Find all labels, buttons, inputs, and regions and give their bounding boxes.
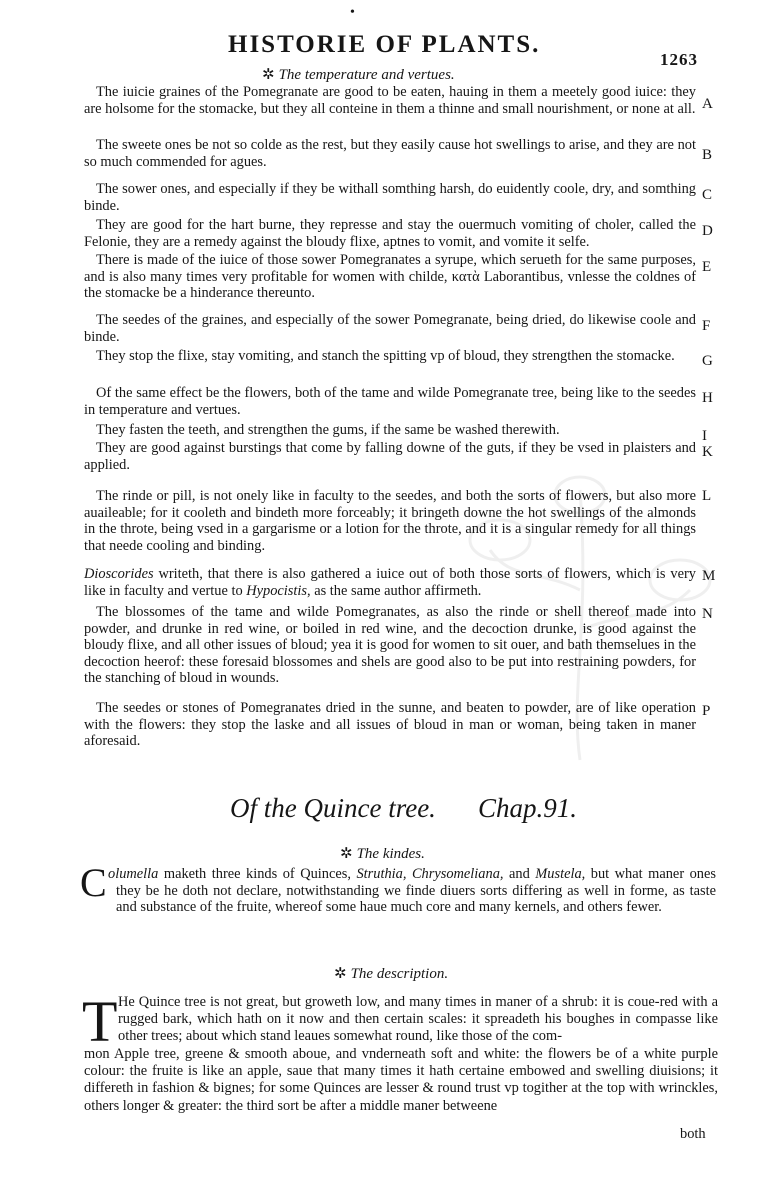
drop-capital-c: C <box>80 860 107 905</box>
margin-letter-e: E <box>702 259 712 275</box>
paragraph-i: They fasten the teeth, and strengthen the gums, if the same be washed therewith. <box>96 422 560 438</box>
margin-letter-g: G <box>702 353 713 369</box>
paragraph-n: The blossomes of the tame and wilde Pomegranates, as also the rinde or shell thereof made into powder, and drunke in red wine, or boiled in red wine, and the decoction drunke, is good against the bloudy flixe, and all other issues of bloud; yea it is good for women to sit ouer, and bath themselues in the decoction heerof: these foresaid blossomes and shels are good also to be put into restraining powders, for the stanching of bloud in wounds. <box>84 604 696 687</box>
margin-letter-a: A <box>702 96 713 112</box>
margin-letter-i: I <box>702 428 707 444</box>
margin-letter-k: K <box>702 444 713 460</box>
margin-letter-c: C <box>702 187 713 203</box>
page-number: 1263 <box>660 50 698 69</box>
ornament-dot: • <box>350 5 355 20</box>
paragraph-d: They are good for the hart burne, they represse and stay the ouermuch vomiting of choler, called the Felonie, they are a remedy against the bloudy flixe, aptnes to vomit, and vomite it selfe. <box>84 217 696 250</box>
kindes-heading: ✲ The kindes. <box>340 846 425 862</box>
margin-letter-l: L <box>702 488 712 504</box>
paragraph-c: The sower ones, and especially if they be withall somthing harsh, do euidently coole, dry, and somthing binde. <box>84 181 696 214</box>
paragraph-description-start: He Quince tree is not great, but groweth low, and many times in maner of a shrub: it is coue-red with a rugged bark, which hath on it now and then certain scales: it spreadeth his boughes in compasse like other trees; about which stand leaues somewhat round, like those of the com- <box>118 994 718 1045</box>
asterism-icon: ✲ <box>262 67 275 83</box>
asterism-icon: ✲ <box>340 846 353 862</box>
chapter-number: Chap.91. <box>477 793 577 823</box>
margin-letter-n: N <box>702 606 713 622</box>
asterism-icon: ✲ <box>334 966 347 982</box>
paragraph-h: Of the same effect be the flowers, both of the tame and wilde Pomegranate tree, being like to the seedes in temperature and vertues. <box>84 385 696 418</box>
paragraph-g: They stop the flixe, stay vomiting, and stanch the spitting vp of bloud, they strengthen the stomacke. <box>96 348 675 364</box>
paragraph-f: The seedes of the graines, and especially of the sower Pomegranate, being dried, do likewise coole and binde. <box>84 312 696 345</box>
paragraph-p: The seedes or stones of Pomegranates dried in the sunne, and beaten to powder, are of like operation with the flowers: they stop the laske and all issues of bloud in man or woman, being taken in maner aforesaid. <box>84 700 696 750</box>
running-title: HISTORIE OF PLANTS. <box>228 31 541 58</box>
margin-letter-d: D <box>702 223 713 239</box>
author-dioscorides: Dioscorides <box>84 566 154 582</box>
paragraph-k: They are good against burstings that come by falling downe of the guts, if they be vsed in plaisters and applied. <box>84 440 696 473</box>
drop-capital-t: T <box>82 989 118 1054</box>
paragraph-m: Dioscorides writeth, that there is also gathered a iuice out of both those sorts of flowers, which is very like in faculty and vertue to Hypocistis, as the same author affirmeth. <box>84 566 696 599</box>
temperature-heading: ✲ The temperature and vertues. <box>262 67 455 83</box>
margin-letter-b: B <box>702 147 713 163</box>
margin-letter-h: H <box>702 390 713 406</box>
margin-letter-p: P <box>702 703 711 719</box>
description-heading: ✲ The description. <box>334 966 449 982</box>
paragraph-b: The sweete ones be not so colde as the rest, but they easily cause hot swellings to arise, and they are not so much commended for agues. <box>84 137 696 170</box>
paragraph-description-continued: mon Apple tree, greene & smooth aboue, and vnderneath soft and white: the flowers be of a white purple colour: the fruite is like an apple, saue that many times it hath certaine embowed and swelling diuisions; it differeth in fashion & bignes; for some Quinces are lesser & round trust vp togither at the top with wrinckles, others longer & greater: the third sort be after a middle maner betweene <box>84 1046 718 1114</box>
paragraph-a: The iuicie graines of the Pomegranate are good to be eaten, hauing in them a meetely good iuice: they are holsome for the stomacke, but they all conteine in them a thinne and small nourishment, or none at all. <box>84 84 696 117</box>
margin-letter-f: F <box>702 318 711 334</box>
paragraph-e: There is made of the iuice of those sower Pomegranates a syrupe, which serueth for the same purposes, and is also many times very profitable for women with childe, κατὰ Laborantibus, vnlesse the coldnes of the stomacke be a hinderance thereunto. <box>84 252 696 302</box>
paragraph-l: The rinde or pill, is not onely like in faculty to the seedes, and both the sorts of flowers, but also more auaileable; for it cooleth and bindeth more forceably; it bringeth downe the hot swellings of the almonds in the throte, being vsed in a gargarisme or a lotion for the throte, and it is a singular remedy for all things that neede cooling and binding. <box>84 488 696 554</box>
chapter-heading: Of the Quince tree. Chap.91. <box>230 793 577 823</box>
paragraph-kindes: olumella maketh three kinds of Quinces, Struthia, Chrysomeliana, and Mustela, but what maner ones they be he doth not declare, notwithstanding we finde diuers sorts differing as well in forme, as taste and substance of the fruite, whereof some haue much core and many kernels, and others fewer. <box>108 866 716 916</box>
margin-letter-m: M <box>702 568 716 584</box>
catchword: both <box>680 1126 706 1142</box>
plant-hypocistis: Hypocistis <box>246 582 308 599</box>
